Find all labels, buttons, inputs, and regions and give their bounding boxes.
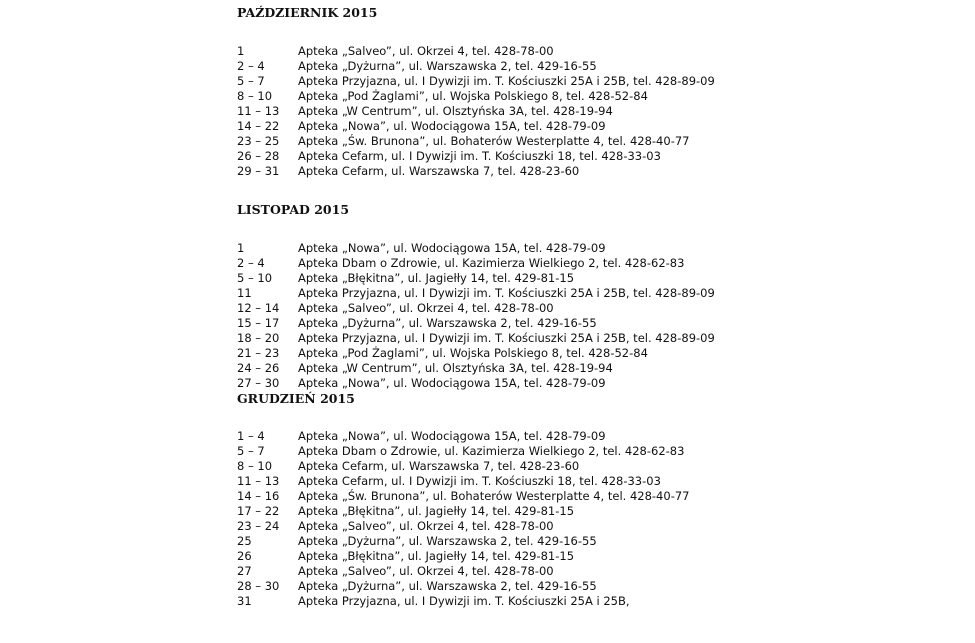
schedule-row (237, 271, 957, 286)
duty-dates: 21 – 23 (237, 346, 280, 360)
schedule-row (237, 519, 957, 534)
schedule-row (237, 74, 957, 89)
duty-dates: 26 – 28 (237, 149, 280, 163)
duty-dates: 25 (237, 534, 252, 548)
schedule-row (237, 474, 957, 489)
pharmacy-entry: Apteka „Dyżurna”, ul. Warszawska 2, tel. 429-16-55 (298, 534, 597, 548)
schedule-row (237, 134, 957, 149)
schedule-row (237, 534, 957, 549)
pharmacy-entry: Apteka Przyjazna, ul. I Dywizji im. T. Kościuszki 25A i 25B, tel. 428-89-09 (298, 331, 715, 345)
pharmacy-entry: Apteka „W Centrum”, ul. Olsztyńska 3A, tel. 428-19-94 (298, 361, 613, 375)
schedule-row (237, 579, 957, 594)
duty-pharmacy-schedule (237, 0, 957, 609)
duty-dates: 24 – 26 (237, 361, 280, 375)
duty-dates: 28 – 30 (237, 579, 280, 593)
schedule-row (237, 59, 957, 74)
pharmacy-entry: Apteka „Nowa”, ul. Wodociągowa 15A, tel. 428-79-09 (298, 429, 606, 443)
schedule-row (237, 346, 957, 361)
schedule-row (237, 549, 957, 564)
section-title-october: PAŹDZIERNIK 2015 (237, 5, 378, 20)
schedule-row (237, 444, 957, 459)
duty-dates: 14 – 16 (237, 489, 280, 503)
pharmacy-entry: Apteka „Pod Żaglami”, ul. Wojska Polskiego 8, tel. 428-52-84 (298, 89, 648, 103)
schedule-row (237, 361, 957, 376)
duty-dates: 31 (237, 594, 252, 608)
section-title-december: GRUDZIEŃ 2015 (237, 391, 355, 406)
duty-dates: 5 – 7 (237, 74, 265, 88)
schedule-row (237, 594, 957, 609)
schedule-list-october (237, 44, 957, 179)
duty-dates: 11 – 13 (237, 104, 280, 118)
section-november (237, 202, 957, 391)
schedule-row (237, 459, 957, 474)
duty-dates: 1 (237, 241, 245, 255)
duty-dates: 8 – 10 (237, 459, 273, 473)
duty-dates: 5 – 10 (237, 271, 273, 285)
duty-dates: 29 – 31 (237, 164, 280, 178)
pharmacy-entry: Apteka Dbam o Zdrowie, ul. Kazimierza Wielkiego 2, tel. 428-62-83 (298, 444, 685, 458)
pharmacy-entry: Apteka „Dyżurna”, ul. Warszawska 2, tel. 429-16-55 (298, 316, 597, 330)
duty-dates: 11 (237, 286, 252, 300)
pharmacy-entry: Apteka „Św. Brunona”, ul. Bohaterów Westerplatte 4, tel. 428-40-77 (298, 489, 690, 503)
pharmacy-entry: Apteka „Błękitna”, ul. Jagiełły 14, tel. 429-81-15 (298, 549, 575, 563)
pharmacy-entry: Apteka „Nowa”, ul. Wodociągowa 15A, tel. 428-79-09 (298, 119, 606, 133)
section-october (237, 0, 957, 179)
schedule-row (237, 104, 957, 119)
pharmacy-entry: Apteka „Salveo”, ul. Okrzei 4, tel. 428-78-00 (298, 44, 554, 58)
schedule-row (237, 429, 957, 444)
schedule-row (237, 489, 957, 504)
duty-dates: 18 – 20 (237, 331, 280, 345)
duty-dates: 26 (237, 549, 252, 563)
duty-dates: 17 – 22 (237, 504, 280, 518)
pharmacy-entry: Apteka Cefarm, ul. I Dywizji im. T. Kościuszki 18, tel. 428-33-03 (298, 149, 661, 163)
schedule-row (237, 256, 957, 271)
pharmacy-entry: Apteka Przyjazna, ul. I Dywizji im. T. Kościuszki 25A i 25B, (298, 594, 630, 608)
schedule-row (237, 89, 957, 104)
pharmacy-entry: Apteka Cefarm, ul. Warszawska 7, tel. 428-23-60 (298, 459, 580, 473)
pharmacy-entry: Apteka „W Centrum”, ul. Olsztyńska 3A, tel. 428-19-94 (298, 104, 613, 118)
duty-dates: 23 – 25 (237, 134, 280, 148)
pharmacy-entry: Apteka „Salveo”, ul. Okrzei 4, tel. 428-78-00 (298, 301, 554, 315)
duty-dates: 8 – 10 (237, 89, 273, 103)
pharmacy-entry: Apteka „Dyżurna”, ul. Warszawska 2, tel. 429-16-55 (298, 579, 597, 593)
pharmacy-entry: Apteka Cefarm, ul. I Dywizji im. T. Kościuszki 18, tel. 428-33-03 (298, 474, 661, 488)
pharmacy-entry: Apteka Przyjazna, ul. I Dywizji im. T. Kościuszki 25A i 25B, tel. 428-89-09 (298, 74, 715, 88)
section-title-november: LISTOPAD 2015 (237, 202, 350, 217)
duty-dates: 27 (237, 564, 252, 578)
schedule-row (237, 564, 957, 579)
pharmacy-entry: Apteka „Salveo”, ul. Okrzei 4, tel. 428-78-00 (298, 519, 554, 533)
schedule-row (237, 331, 957, 346)
pharmacy-entry: Apteka Dbam o Zdrowie, ul. Kazimierza Wielkiego 2, tel. 428-62-83 (298, 256, 685, 270)
schedule-list-november (237, 241, 957, 391)
schedule-row (237, 316, 957, 331)
schedule-row (237, 286, 957, 301)
duty-dates: 2 – 4 (237, 59, 265, 73)
duty-dates: 11 – 13 (237, 474, 280, 488)
duty-dates: 1 – 4 (237, 429, 265, 443)
duty-dates: 12 – 14 (237, 301, 280, 315)
pharmacy-entry: Apteka „Pod Żaglami”, ul. Wojska Polskiego 8, tel. 428-52-84 (298, 346, 648, 360)
pharmacy-entry: Apteka „Salveo”, ul. Okrzei 4, tel. 428-78-00 (298, 564, 554, 578)
duty-dates: 27 – 30 (237, 376, 280, 390)
duty-dates: 23 – 24 (237, 519, 280, 533)
schedule-row (237, 164, 957, 179)
duty-dates: 5 – 7 (237, 444, 265, 458)
schedule-row (237, 504, 957, 519)
duty-dates: 2 – 4 (237, 256, 265, 270)
pharmacy-entry: Apteka „Nowa”, ul. Wodociągowa 15A, tel. 428-79-09 (298, 376, 606, 390)
schedule-row (237, 44, 957, 59)
section-december (237, 391, 957, 609)
schedule-row (237, 301, 957, 316)
duty-dates: 1 (237, 44, 245, 58)
schedule-row (237, 149, 957, 164)
duty-dates: 14 – 22 (237, 119, 280, 133)
pharmacy-entry: Apteka Cefarm, ul. Warszawska 7, tel. 428-23-60 (298, 164, 580, 178)
schedule-row (237, 119, 957, 134)
pharmacy-entry: Apteka „Błękitna”, ul. Jagiełły 14, tel. 429-81-15 (298, 504, 575, 518)
pharmacy-entry: Apteka „Nowa”, ul. Wodociągowa 15A, tel. 428-79-09 (298, 241, 606, 255)
pharmacy-entry: Apteka „Błękitna”, ul. Jagiełły 14, tel. 429-81-15 (298, 271, 575, 285)
schedule-row (237, 376, 957, 391)
duty-dates: 15 – 17 (237, 316, 280, 330)
pharmacy-entry: Apteka Przyjazna, ul. I Dywizji im. T. Kościuszki 25A i 25B, tel. 428-89-09 (298, 286, 715, 300)
pharmacy-entry: Apteka „Dyżurna”, ul. Warszawska 2, tel. 429-16-55 (298, 59, 597, 73)
pharmacy-entry: Apteka „Św. Brunona”, ul. Bohaterów Westerplatte 4, tel. 428-40-77 (298, 134, 690, 148)
schedule-row (237, 241, 957, 256)
schedule-list-december (237, 429, 957, 609)
